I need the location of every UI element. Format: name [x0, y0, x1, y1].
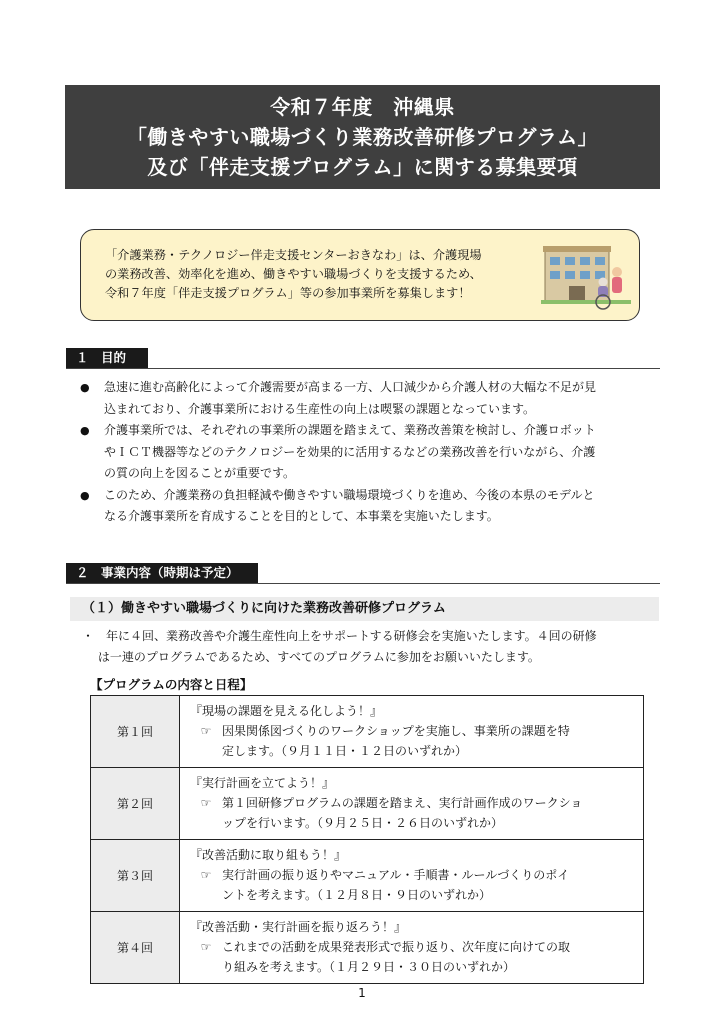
session-content	[180, 768, 644, 840]
page-number: 1	[358, 986, 366, 1000]
purpose-item	[76, 377, 666, 420]
title-line-3: 及び「伴走支援プログラム」に関する募集要項	[147, 155, 578, 179]
purpose-item-text: このため、介護業務の負担軽減や働きやすい職場環境づくりを進め、今後の本県のモデルと なる介護事業所を育成することを目的として、本事業を実施いたします。	[104, 487, 595, 523]
session-content	[180, 912, 644, 984]
session-description	[190, 937, 635, 977]
purpose-item	[76, 485, 666, 528]
section-2-underline	[66, 583, 660, 584]
intro-text	[105, 246, 525, 303]
session-label: 第２回	[91, 768, 180, 840]
table-row	[91, 840, 644, 912]
pointing-hand-icon: ☞	[200, 796, 212, 810]
section-2-heading: ２ 事業内容（時期は予定）	[66, 563, 258, 583]
session-description-text: 実行計画の振り返りやマニュアル・手順書・ルールづくりのポイ ントを考えます。（１２月８日・９日のいずれか）	[222, 868, 570, 902]
title-line-2: 「働きやすい職場づくり業務改善研修プログラム」	[126, 125, 599, 149]
purpose-list	[76, 377, 666, 528]
section-1-heading: １ 目的	[66, 348, 148, 368]
table-row	[91, 696, 644, 768]
session-description	[190, 721, 635, 761]
program-schedule-table	[90, 695, 644, 984]
bullet-icon: ●	[80, 488, 90, 502]
intro-line-1: 「介護業務・テクノロジー伴走支援センターおきなわ」は、介護現場	[105, 248, 482, 262]
session-description-text: 因果関係図づくりのワークショップを実施し、事業所の課題を特 定します。（９月１１日・１２日のいずれか）	[222, 724, 570, 758]
bullet-icon: ●	[80, 381, 90, 394]
title-line-1: 令和７年度 沖縄県	[270, 95, 455, 119]
document-title	[65, 85, 660, 189]
section-1-underline	[66, 368, 660, 369]
bullet-icon: ●	[80, 424, 90, 437]
purpose-item	[76, 420, 666, 485]
session-title: 『実行計画を立てよう！』	[190, 776, 335, 790]
session-description-text: 第１回研修プログラムの課題を踏まえ、実行計画作成のワークショ ップを行います。（９月２５日・２６日のいずれか）	[222, 796, 583, 830]
table-row	[91, 912, 644, 984]
session-title: 『改善活動・実行計画を振り返ろう！』	[190, 920, 407, 934]
subsection-description: ・ 年に４回、業務改善や介護生産性向上をサポートする研修会を実施いたします。４回の研修 は一連のプログラムであるため、すべてのプログラムに参加をお願いいたします。	[82, 629, 597, 664]
session-title: 『現場の課題を見える化しよう！』	[190, 704, 383, 718]
session-title: 『改善活動に取り組もう！』	[190, 848, 347, 862]
intro-box	[80, 229, 640, 321]
subsection-heading: （１）働きやすい職場づくりに向けた業務改善研修プログラム	[70, 597, 659, 621]
session-content	[180, 696, 644, 768]
session-content	[180, 840, 644, 912]
intro-line-2: の業務改善、効率化を進め、働きやすい職場づくりを支援するため、	[105, 267, 482, 281]
table-row	[91, 768, 644, 840]
session-label: 第１回	[91, 696, 180, 768]
session-description	[190, 793, 635, 833]
pointing-hand-icon: ☞	[200, 868, 212, 882]
session-label: 第４回	[91, 912, 180, 984]
purpose-item-text: 介護事業所では、それぞれの事業所の課題を踏まえて、業務改善策を検討し、介護ロボット やＩＣＴ機器等などのテクノロジーを効果的に活用するなどの業務改善を行いながら、介護 の質の向上を図ることが重要です。	[104, 423, 596, 480]
intro-line-3: 令和７年度「伴走支援プログラム」等の参加事業所を募集します！	[105, 286, 471, 300]
session-description	[190, 865, 635, 905]
session-label: 第３回	[91, 840, 180, 912]
program-caption: 【プログラムの内容と日程】	[90, 677, 253, 692]
pointing-hand-icon: ☞	[200, 724, 212, 738]
pointing-hand-icon: ☞	[200, 940, 212, 954]
session-description-text: これまでの活動を成果発表形式で振り返り、次年度に向けての取 り組みを考えます。（１月２９日・３０日のいずれか）	[222, 940, 571, 974]
care-facility-illustration-icon	[541, 242, 631, 314]
purpose-item-text: 急速に進む高齢化によって介護需要が高まる一方、人口減少から介護人材の大幅な不足が見 込まれており、介護事業所における生産性の向上は喫緊の課題となっています。	[104, 380, 597, 416]
